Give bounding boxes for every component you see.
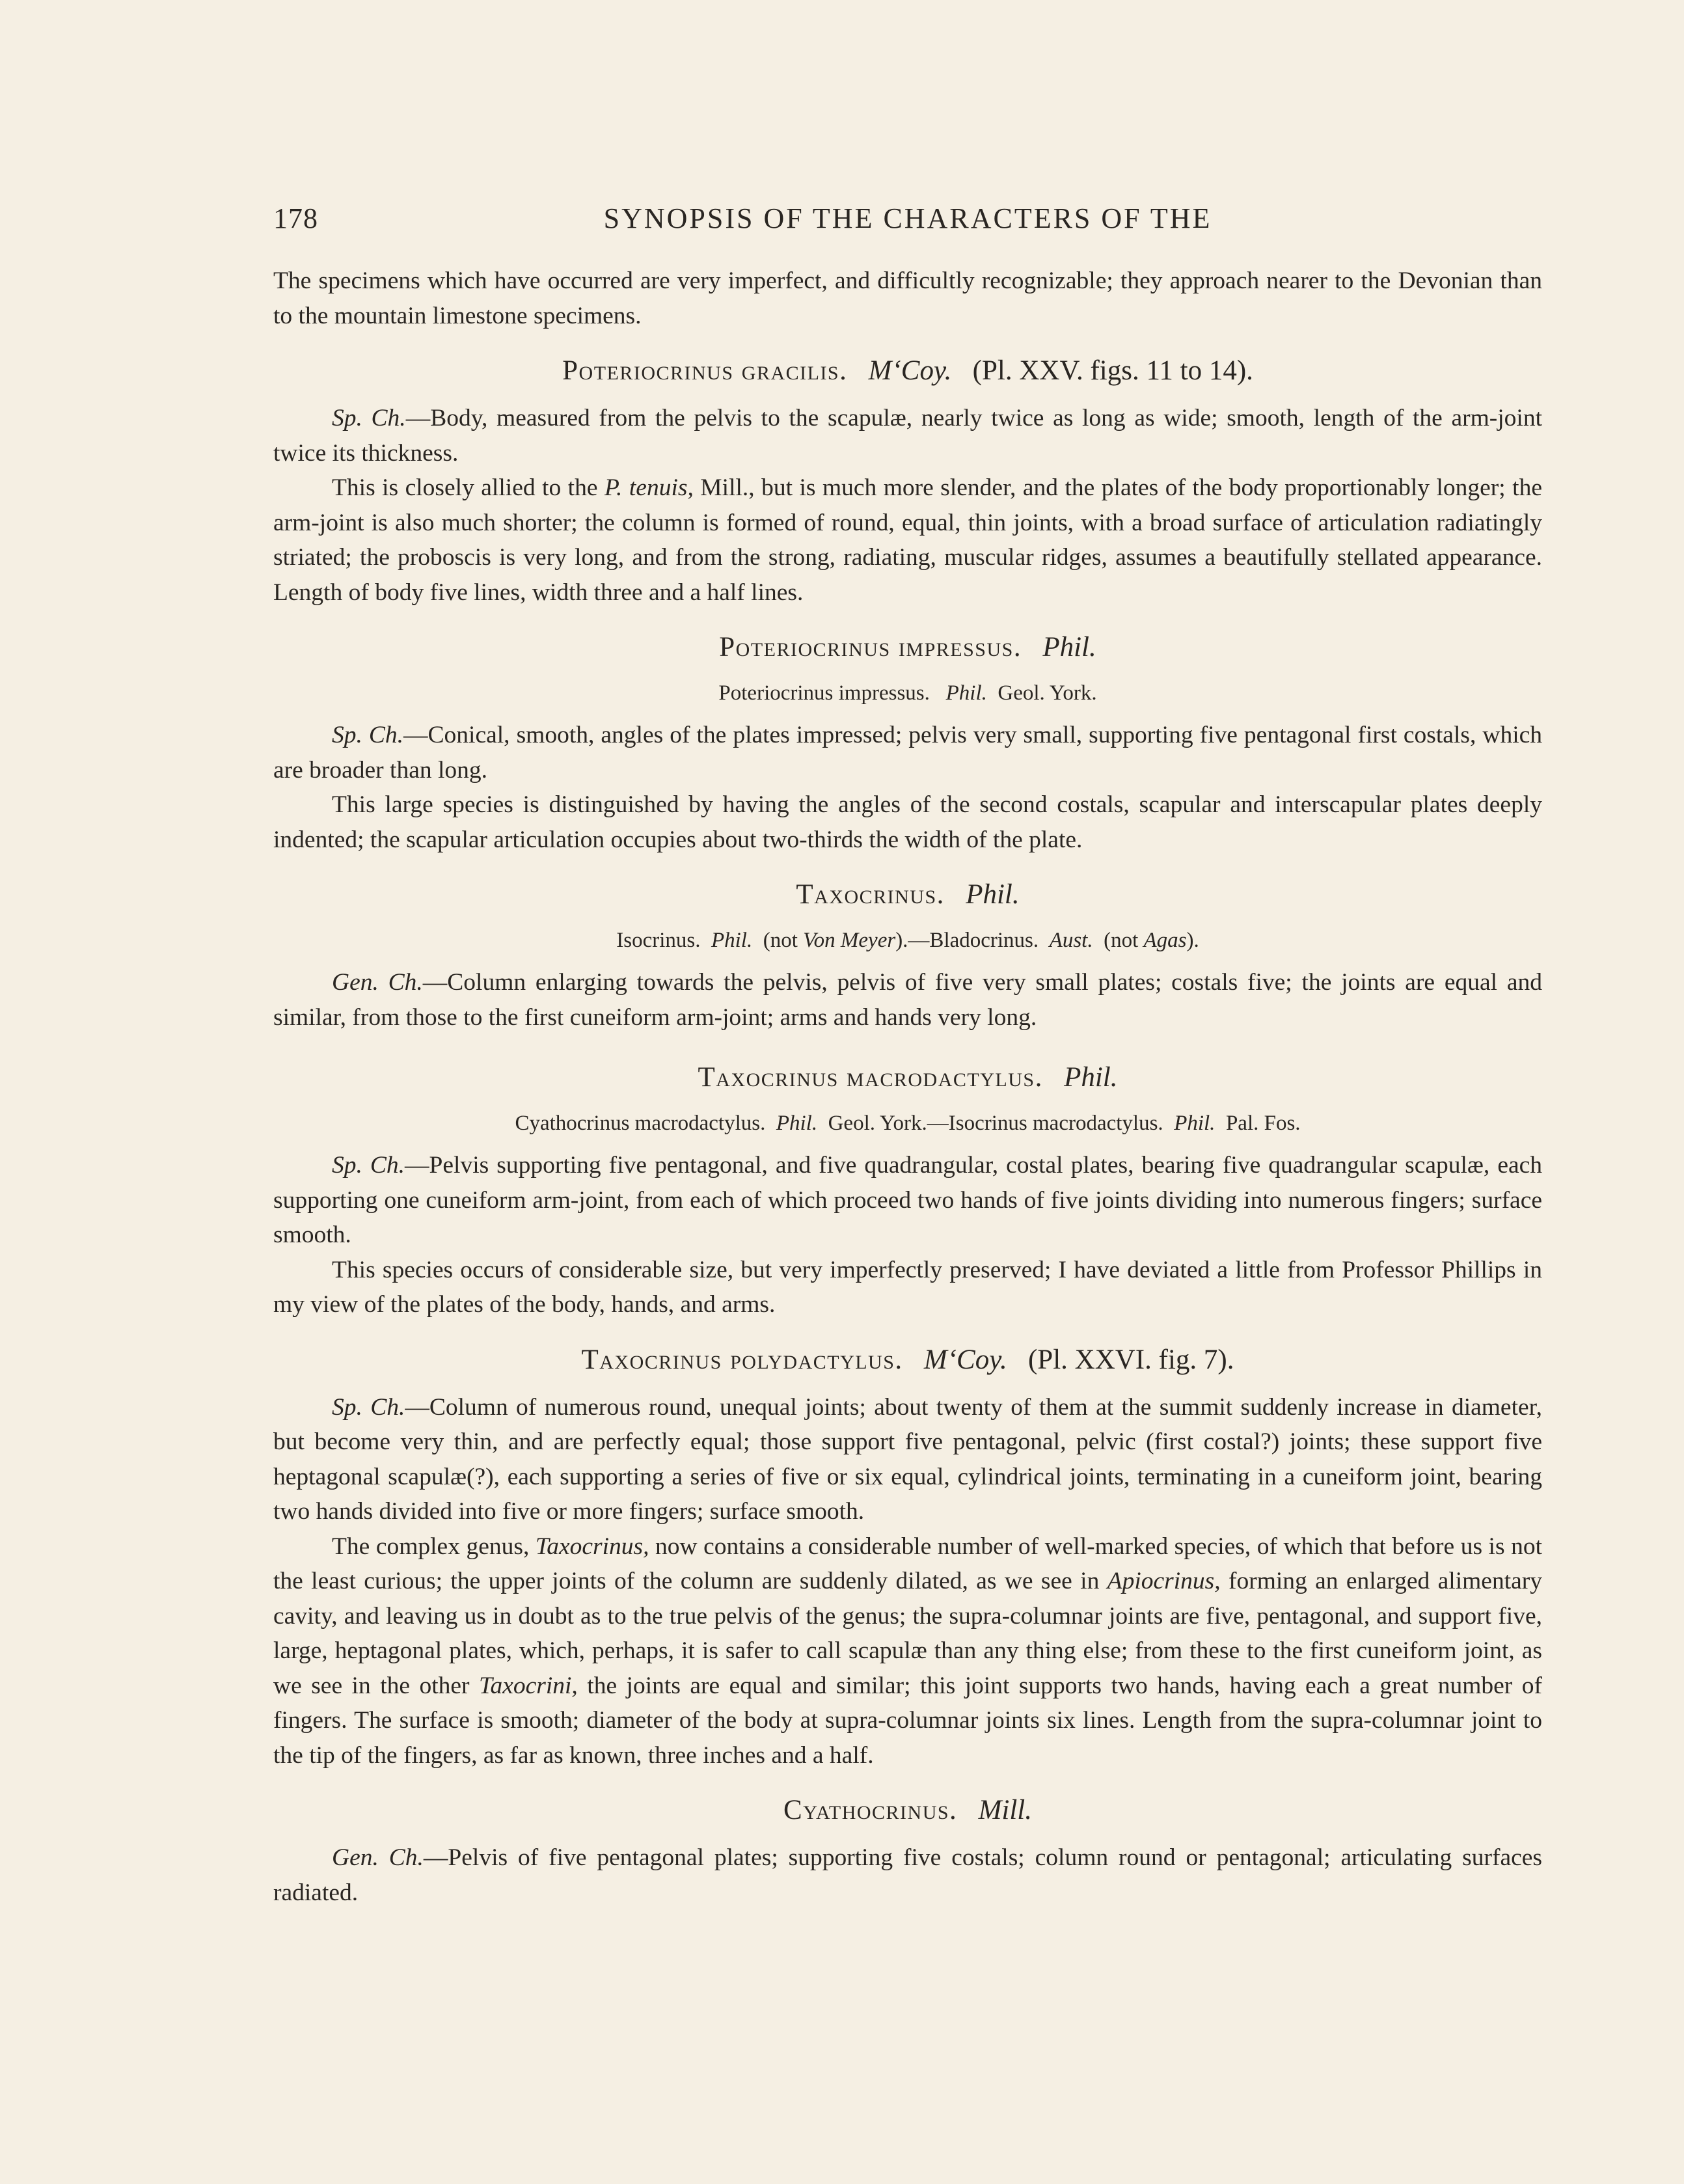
- species-author: M‘Coy.: [923, 1344, 1007, 1375]
- specific-characters-paragraph: [273, 1390, 1542, 1529]
- remarks-text: The complex genus,: [332, 1533, 536, 1560]
- specific-characters-paragraph: [273, 718, 1542, 787]
- species-heading-polydactylus: [273, 1342, 1542, 1378]
- sp-ch-label: Sp. Ch.: [332, 1393, 405, 1421]
- synonym-author: Aust.: [1049, 929, 1093, 952]
- gen-ch-label: Gen. Ch.: [332, 1844, 424, 1871]
- genus-reference: Taxocrini,: [479, 1672, 578, 1699]
- page-number: 178: [273, 202, 318, 234]
- running-head: SYNOPSIS OF THE CHARACTERS OF THE: [603, 202, 1212, 234]
- synonym-name: Cyathocrinus macrodactylus.: [515, 1112, 766, 1135]
- gen-ch-text: —Pelvis of five pentagonal plates; supporting five costals; column round or pentagonal; articulating surfaces radiated.: [273, 1844, 1542, 1906]
- genus-author: Phil.: [966, 879, 1020, 910]
- synonym-name: Isocrinus.: [616, 929, 701, 952]
- plate-reference: (Pl. XXV. figs. 11 to 14).: [972, 355, 1253, 386]
- remarks-paragraph: [273, 1529, 1542, 1773]
- synonym-author: Phil.: [776, 1112, 818, 1135]
- genus-name: Cyathocrinus.: [783, 1795, 958, 1825]
- synonym-author: Phil.: [1174, 1112, 1215, 1135]
- genus-heading-taxocrinus: [273, 877, 1542, 913]
- specific-characters-paragraph: [273, 401, 1542, 471]
- synonym-text: ).—Bladocrinus.: [895, 929, 1039, 952]
- remarks-text: Mill., but is much more slender, and the plates of the body proportionably longer; the arm-joint is also much shorter; the column is formed of round, equal, thin joints, with a broad surface of articulation radiatingly striated; the proboscis is very long, and from the strong, radiating, muscular ridges, assumes a beautifully stellated appearance. Length of body five lines, width three and a half lines.: [273, 474, 1542, 606]
- genus-heading-cyathocrinus: [273, 1792, 1542, 1829]
- remarks-text: now contains a considerable number of well-marked species, of which that before us is not the least curious; the upper joints of the column are suddenly dilated, as we see in: [273, 1533, 1542, 1594]
- remarks-text: forming an enlarged alimentary cavity, and leaving us in doubt as to the true pelvis of the genus; the supra-columnar joints are five, pentagonal, and support five, large, heptagonal plates, which, perhaps, it is safer to call scapulæ than any thing else; from these to the first cuneiform joint, as we see in the other: [273, 1568, 1542, 1699]
- species-author: Phil.: [1042, 632, 1096, 662]
- genus-name: Taxocrinus.: [796, 879, 945, 910]
- synonym-author: Agas: [1143, 929, 1187, 952]
- synonym-text: (not: [763, 929, 798, 952]
- synonym-name: Poteriocrinus impressus.: [718, 681, 930, 705]
- species-name: Taxocrinus macrodactylus.: [698, 1062, 1043, 1093]
- synonym-author: Von Meyer: [803, 929, 896, 952]
- species-author: Phil.: [1064, 1062, 1118, 1093]
- synonym-text: (not: [1104, 929, 1139, 952]
- synonym-author: Phil.: [945, 681, 987, 705]
- gen-ch-label: Gen. Ch.: [332, 969, 423, 996]
- genus-reference: Apiocrinus,: [1107, 1568, 1221, 1594]
- page-body: [273, 264, 1542, 1910]
- synonymy-line: [273, 1108, 1542, 1139]
- remarks-paragraph: This species occurs of considerable size, but very imperfectly preserved; I have deviated a little from Professor Phillips in my view of the plates of the body, hands, and arms.: [273, 1256, 1542, 1318]
- remarks-text: This is closely allied to the: [332, 474, 604, 501]
- gen-ch-text: —Column enlarging towards the pelvis, pelvis of five very small plates; costals five; the joints are equal and similar, from those to the first cuneiform arm-joint; arms and hands very long.: [273, 969, 1542, 1031]
- plate-reference: (Pl. XXVI. fig. 7).: [1027, 1344, 1234, 1375]
- page-header: [273, 202, 1542, 241]
- species-author: M‘Coy.: [868, 355, 952, 386]
- genus-author: Mill.: [978, 1795, 1032, 1825]
- synonymy-line: [273, 925, 1542, 956]
- species-name: Poteriocrinus impressus.: [719, 632, 1022, 662]
- synonymy-line: [273, 677, 1542, 709]
- synonym-reference: Pal. Fos.: [1225, 1112, 1301, 1135]
- species-heading-impressus: [273, 629, 1542, 666]
- remarks-paragraph: This large species is distinguished by having the angles of the second costals, scapular and interscapular plates deeply indented; the scapular articulation occupies about two-thirds the width of the plate.: [273, 791, 1542, 853]
- sp-ch-text: —Column of numerous round, unequal joints; about twenty of them at the summit suddenly increase in diameter, but become very thin, and are perfectly equal; those support five pentagonal, pelvic (first costal?) joints; these support five heptagonal scapulæ(?), each supporting a series of five or six equal, cylindrical joints, terminating in a cuneiform joint, bearing two hands divided into five or more fingers; surface smooth.: [273, 1393, 1543, 1525]
- species-name: Poteriocrinus gracilis.: [562, 355, 848, 386]
- generic-characters-paragraph: [273, 965, 1542, 1035]
- generic-characters-paragraph: [273, 1840, 1542, 1910]
- sp-ch-text: —Pelvis supporting five pentagonal, and five quadrangular, costal plates, bearing five quadrangular scapulæ, each supporting one cuneiform arm-joint, from each of which proceed two hands of five joints dividing into numerous fingers; surface smooth.: [273, 1152, 1543, 1248]
- synonym-text: ).: [1186, 929, 1199, 952]
- intro-paragraph: The specimens which have occurred are very imperfect, and difficultly recognizable; they approach nearer to the Devonian than to the mountain limestone specimens.: [273, 267, 1542, 329]
- sp-ch-label: Sp. Ch.: [332, 405, 406, 431]
- sp-ch-text: —Conical, smooth, angles of the plates impressed; pelvis very small, supporting five pentagonal first costals, which are broader than long.: [273, 722, 1543, 784]
- sp-ch-label: Sp. Ch.: [332, 722, 404, 748]
- specific-characters-paragraph: [273, 1148, 1542, 1253]
- remarks-paragraph: [273, 471, 1542, 610]
- species-heading-macrodactylus: [273, 1059, 1542, 1096]
- genus-reference: Taxocrinus,: [535, 1533, 649, 1560]
- species-reference: P. tenuis,: [604, 474, 694, 501]
- sp-ch-label: Sp. Ch.: [332, 1152, 405, 1179]
- species-heading-gracilis: [273, 353, 1542, 389]
- synonym-author: Phil.: [711, 929, 753, 952]
- remarks-text: the joints are equal and similar; this joint supports two hands, having each a great number of fingers. The surface is smooth; diameter of the body at supra-columnar joints six lines. Length from the supra-columnar joint to the tip of the fingers, as far as known, three inches and a half.: [273, 1672, 1543, 1769]
- species-name: Taxocrinus polydactylus.: [581, 1344, 903, 1375]
- sp-ch-text: —Body, measured from the pelvis to the scapulæ, nearly twice as long as wide; smooth, length of the arm-joint twice its thickness.: [273, 405, 1542, 467]
- synonym-text: Geol. York.—Isocrinus macrodactylus.: [828, 1112, 1163, 1135]
- synonym-reference: Geol. York.: [998, 681, 1097, 705]
